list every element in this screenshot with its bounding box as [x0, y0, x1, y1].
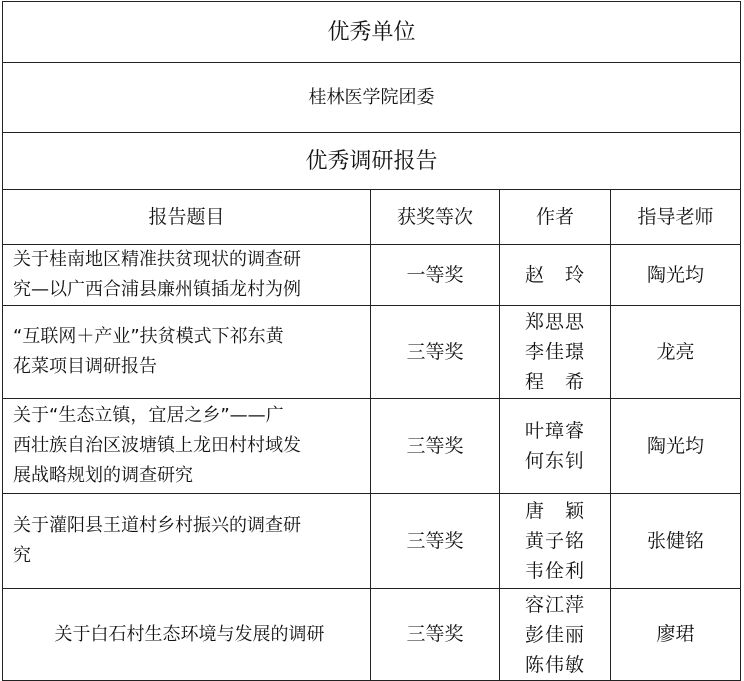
excellent-unit-name: 桂林医学院团委	[3, 63, 741, 133]
author-name: 陈伟敏	[524, 653, 585, 676]
award-level: 三等奖	[371, 494, 500, 589]
advisor: 陶光均	[611, 245, 741, 306]
author-name: 程 希	[524, 371, 585, 393]
authors	[500, 306, 611, 399]
table-row	[3, 589, 741, 681]
award-level: 三等奖	[371, 399, 500, 494]
award-level: 三等奖	[371, 589, 500, 681]
advisor: 廖珺	[611, 589, 741, 681]
author-name: 容江萍	[524, 593, 585, 616]
report-title-line: 展战略规划的调查研究	[13, 465, 193, 486]
author-name: 李佳璟	[524, 341, 585, 363]
report-title-line: 关于灌阳县王道村乡村振兴的调查研	[13, 515, 301, 536]
report-title-line: 究	[13, 545, 31, 566]
excellent-unit-heading: 优秀单位	[3, 2, 741, 63]
authors	[500, 494, 611, 589]
column-header-advisor: 指导老师	[611, 190, 741, 245]
award-level: 三等奖	[371, 306, 500, 399]
excellent-unit-row	[3, 63, 741, 133]
advisor: 张健铭	[611, 494, 741, 589]
award-level: 一等奖	[371, 245, 500, 306]
advisor: 陶光均	[611, 399, 741, 494]
table-row	[3, 306, 741, 399]
author-name: 叶璋睿	[524, 420, 585, 442]
report-title	[3, 399, 371, 494]
author-name: 韦佺利	[524, 560, 585, 582]
author-name: 唐 颖	[524, 500, 585, 522]
table-row	[3, 245, 741, 306]
author-name: 郑思思	[524, 311, 585, 333]
table-row	[3, 494, 741, 589]
authors	[500, 399, 611, 494]
report-title-line: 西壮族自治区波塘镇上龙田村村域发	[13, 435, 301, 456]
table-row	[3, 399, 741, 494]
report-title-line: 关于白石村生态环境与发展的调研	[54, 623, 325, 645]
excellent-report-heading-row	[3, 133, 741, 190]
report-title-line: 关于桂南地区精准扶贫现状的调查研	[13, 249, 301, 270]
report-title-line: “互联网＋产业”扶贫模式下祁东黄	[13, 326, 284, 347]
author-name: 赵 玲	[524, 264, 585, 286]
report-title	[3, 245, 371, 306]
excellent-report-heading: 优秀调研报告	[3, 133, 741, 190]
report-title-line: 关于“生态立镇，宜居之乡”——广	[13, 405, 284, 426]
authors	[500, 589, 611, 681]
advisor: 龙亮	[611, 306, 741, 399]
column-header-award: 获奖等次	[371, 190, 500, 245]
report-title	[3, 306, 371, 399]
report-title-line: 究—以广西合浦县廉州镇插龙村为例	[13, 279, 301, 300]
author-name: 何东钊	[524, 450, 585, 472]
author-name: 黄子铭	[524, 530, 585, 552]
authors	[500, 245, 611, 306]
column-header-title: 报告题目	[3, 190, 371, 245]
column-header-row	[3, 190, 741, 245]
report-title-line: 花菜项目调研报告	[13, 356, 157, 377]
award-table	[2, 1, 741, 681]
report-title	[3, 589, 371, 681]
excellent-unit-heading-row	[3, 2, 741, 63]
author-name: 彭佳丽	[524, 623, 585, 646]
report-title	[3, 494, 371, 589]
column-header-author: 作者	[500, 190, 611, 245]
